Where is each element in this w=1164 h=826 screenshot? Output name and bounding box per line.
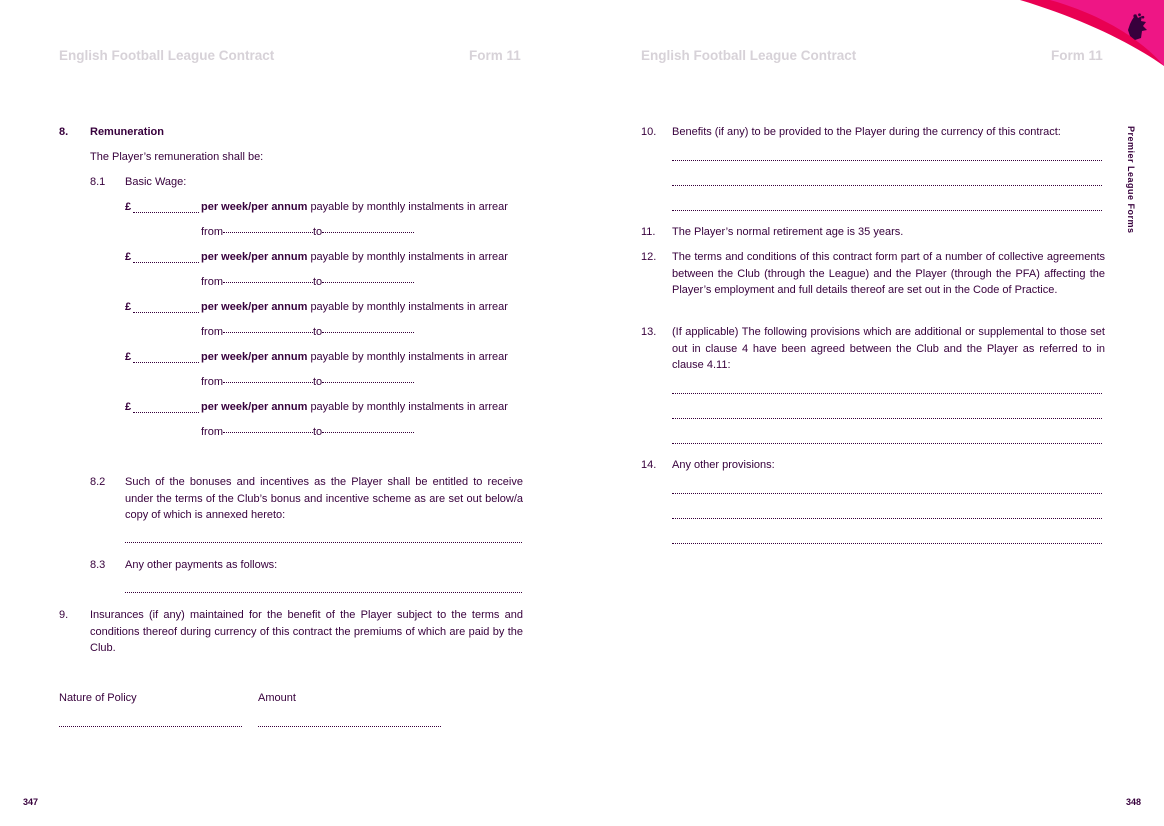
clause-10-blank-line[interactable]: [672, 160, 1102, 161]
to-label: to: [313, 426, 323, 438]
to-label: to: [313, 226, 323, 238]
nature-of-policy-label: Nature of Policy: [59, 692, 137, 704]
nature-of-policy-field[interactable]: [59, 726, 242, 727]
to-label: to: [313, 276, 323, 288]
to-date-field[interactable]: [322, 232, 414, 233]
pound-sign: £: [125, 251, 132, 263]
to-date-field[interactable]: [322, 332, 414, 333]
clause-8-title: Remuneration: [90, 126, 164, 138]
pound-sign: £: [125, 401, 132, 413]
clause-13-number: 13.: [641, 326, 657, 338]
clause-12-text: The terms and conditions of this contract form part of a number of collective agreements between the Club (through the League) and the Player (through the PFA) affecting the Player’s employment and full details thereof are set out in the Code of Practice.: [672, 251, 1105, 296]
clause-11-text: The Player’s normal retirement age is 35 years.: [672, 226, 904, 238]
wage-period: per week/per annum: [201, 251, 308, 263]
clause-14-blank-line[interactable]: [672, 543, 1102, 544]
wage-period: per week/per annum: [201, 401, 308, 413]
wage-amount-field[interactable]: [125, 349, 201, 366]
wage-period: per week/per annum: [201, 301, 308, 313]
clause-12-number: 12.: [641, 251, 657, 263]
clause-13-blank-line[interactable]: [672, 393, 1102, 394]
right-header-title: English Football League Contract: [641, 48, 857, 63]
wage-dates-row: [201, 224, 414, 241]
clause-8-number: 8.: [59, 126, 69, 138]
clause-10-text: Benefits (if any) to be provided to the Player during the currency of this contract:: [672, 126, 1061, 138]
wage-row: [125, 199, 508, 216]
wage-terms: payable by monthly instalments in arrear: [310, 351, 508, 363]
amount-field[interactable]: [258, 726, 441, 727]
wage-period: per week/per annum: [201, 201, 308, 213]
wage-dates-row: [201, 424, 414, 441]
clause-13-blank-line[interactable]: [672, 418, 1102, 419]
premier-league-lion-icon: [1124, 12, 1150, 42]
from-label: from: [201, 426, 223, 438]
left-header-form: Form 11: [469, 48, 521, 63]
clause-14-text: Any other provisions:: [672, 459, 775, 471]
wage-amount-field[interactable]: [125, 299, 201, 316]
from-label: from: [201, 226, 223, 238]
wage-dates-row: [201, 274, 414, 291]
wage-row: [125, 349, 508, 366]
clause-11-number: 11.: [641, 226, 656, 238]
wage-terms: payable by monthly instalments in arrear: [310, 251, 508, 263]
from-date-field[interactable]: [223, 282, 313, 283]
pound-sign: £: [125, 201, 132, 213]
clause-9-text: Insurances (if any) maintained for the benefit of the Player subject to the terms and conditions thereof during currency of this contract the premiums of which are paid by the Club.: [90, 609, 523, 654]
to-label: to: [313, 376, 323, 388]
to-label: to: [313, 326, 323, 338]
wage-row: [125, 299, 508, 316]
clause-10-blank-line[interactable]: [672, 185, 1102, 186]
clause-14-blank-line[interactable]: [672, 493, 1102, 494]
clause-8-3-blank-line[interactable]: [125, 592, 522, 593]
clause-8-2-blank-line[interactable]: [125, 542, 522, 543]
clause-8-2-number: 8.2: [90, 476, 106, 488]
wage-row: [125, 399, 508, 416]
clause-13-text: (If applicable) The following provisions which are additional or supplemental to those set out in clause 4 have been agreed between the Club and the Player as referred to in clause 4.11:: [672, 326, 1105, 371]
right-header-form: Form 11: [1051, 48, 1103, 63]
amount-label: Amount: [258, 692, 296, 704]
wage-terms: payable by monthly instalments in arrear: [310, 401, 508, 413]
wage-dates-row: [201, 324, 414, 341]
clause-8-intro: The Player’s remuneration shall be:: [90, 151, 264, 163]
clause-10-blank-line[interactable]: [672, 210, 1102, 211]
clause-14-blank-line[interactable]: [672, 518, 1102, 519]
from-label: from: [201, 376, 223, 388]
wage-amount-field[interactable]: [125, 199, 201, 216]
side-tab-label: Premier League Forms: [1126, 126, 1136, 234]
wage-dates-row: [201, 374, 414, 391]
page-number-right: 348: [1126, 797, 1142, 807]
to-date-field[interactable]: [322, 432, 414, 433]
from-date-field[interactable]: [223, 382, 313, 383]
wage-period: per week/per annum: [201, 351, 308, 363]
clause-8-3-number: 8.3: [90, 559, 106, 571]
to-date-field[interactable]: [322, 382, 414, 383]
from-date-field[interactable]: [223, 232, 313, 233]
from-date-field[interactable]: [223, 432, 313, 433]
wage-amount-field[interactable]: [125, 249, 201, 266]
left-header-title: English Football League Contract: [59, 48, 275, 63]
clause-9-number: 9.: [59, 609, 69, 621]
from-date-field[interactable]: [223, 332, 313, 333]
to-date-field[interactable]: [322, 282, 414, 283]
clause-8-3-text: Any other payments as follows:: [125, 559, 278, 571]
pound-sign: £: [125, 301, 132, 313]
wage-amount-field[interactable]: [125, 399, 201, 416]
clause-13-blank-line[interactable]: [672, 443, 1102, 444]
clause-14-number: 14.: [641, 459, 657, 471]
clause-8-1-number: 8.1: [90, 176, 106, 188]
from-label: from: [201, 276, 223, 288]
wage-row: [125, 249, 508, 266]
clause-10-number: 10.: [641, 126, 657, 138]
wage-terms: payable by monthly instalments in arrear: [310, 301, 508, 313]
pound-sign: £: [125, 351, 132, 363]
clause-8-1-label: Basic Wage:: [125, 176, 187, 188]
from-label: from: [201, 326, 223, 338]
clause-8-2-text: Such of the bonuses and incentives as the Player shall be entitled to receive under the terms of the Club’s bonus and incentive scheme as are set out below/a copy of which is annexed hereto:: [125, 476, 523, 521]
page-number-left: 347: [23, 797, 39, 807]
wage-terms: payable by monthly instalments in arrear: [310, 201, 508, 213]
